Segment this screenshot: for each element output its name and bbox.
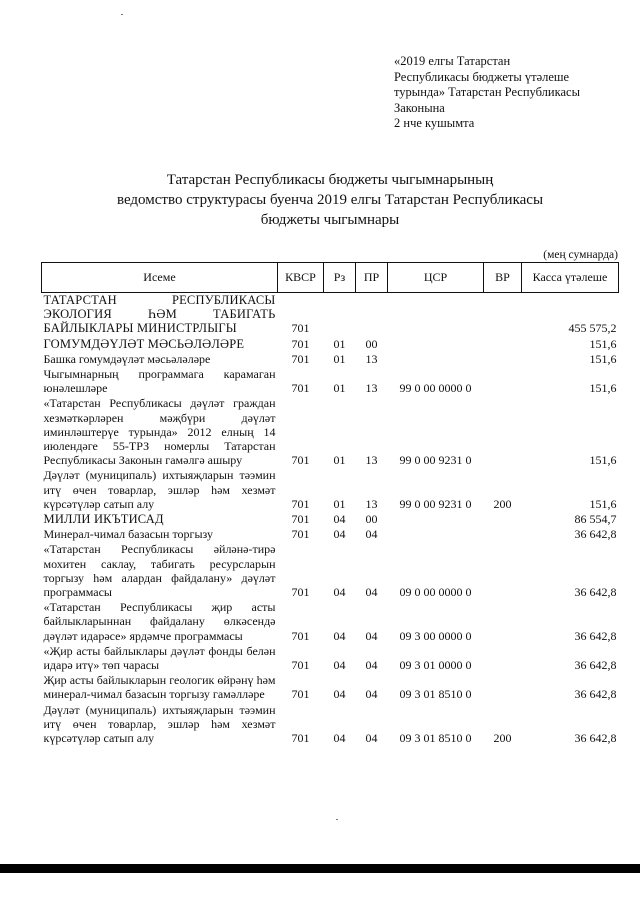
- header-note-line: Законына: [394, 100, 445, 115]
- table-body: [42, 293, 619, 747]
- row-pr: 00: [365, 512, 378, 527]
- table-row: [42, 293, 619, 337]
- row-csr: [388, 352, 484, 367]
- row-csr: 99 0 00 9231 0: [399, 496, 472, 511]
- row-amount: 86 554,7: [574, 512, 617, 527]
- row-kvsr: 701: [291, 658, 310, 673]
- row-rz: 01: [333, 381, 346, 396]
- row-name: Дәүләт (муниципаль) ихтыяҗларын тәэмин итү өчен товарлар, эшләр һәм хезмәт күрсәтүләр сатып алу: [43, 468, 276, 511]
- row-csr: [388, 293, 484, 337]
- scan-speck: [121, 14, 123, 15]
- table-row: [42, 367, 619, 396]
- table-row: [42, 542, 619, 600]
- row-name: «Татарстан Республикасы дәүләт граждан хезмәткәрләрен мәҗбүри дәүләт иминләштерүе турында» 2012 елның 14 июлендәге 55-ТРЗ номерлы Татарстан Республикасы Законын гамәлгә ашыру: [43, 396, 276, 468]
- row-amount: 36 642,8: [574, 628, 617, 643]
- col-header-rz: Рз: [324, 263, 356, 293]
- row-amount: 36 642,8: [574, 585, 617, 600]
- row-pr: 00: [365, 336, 378, 351]
- row-vr: 200: [493, 496, 512, 511]
- row-csr: 09 3 00 0000 0: [399, 628, 472, 643]
- header-note-line: турында» Татарстан Республикасы: [394, 85, 580, 99]
- scan-speck: [336, 819, 338, 820]
- row-rz: 04: [333, 658, 346, 673]
- table-row: [42, 703, 619, 747]
- row-amount: 151,6: [589, 453, 617, 468]
- row-csr: 99 0 00 9231 0: [399, 453, 472, 468]
- row-name: ГОМУМДӘҮЛӘТ МӘСЬӘЛӘЛӘРЕ: [43, 336, 245, 351]
- row-pr: 13: [365, 381, 378, 396]
- row-name: «Җир асты байлыклары дәүләт фонды белән идарә итү» төп чарасы: [43, 643, 276, 673]
- row-kvsr: 701: [291, 585, 310, 600]
- row-amount: 151,6: [589, 496, 617, 511]
- table-row: [42, 352, 619, 367]
- row-vr: [484, 644, 522, 673]
- row-kvsr: 701: [291, 731, 310, 746]
- row-pr: 04: [365, 628, 378, 643]
- row-name: «Татарстан Республикасы җир асты байлыкларыннан файдалану өлкәсендә дәүләт идарәсе» ярдәмче программасы: [43, 600, 276, 643]
- row-name: Башка гомумдәүләт мәсьәләләре: [43, 351, 211, 366]
- col-header-name: Исеме: [42, 263, 278, 293]
- row-kvsr: 701: [291, 687, 310, 702]
- title-line: бюджеты чыгымнары: [260, 212, 400, 228]
- row-csr: 99 0 00 0000 0: [399, 381, 472, 396]
- row-csr: [388, 512, 484, 527]
- row-rz: 04: [333, 687, 346, 702]
- row-vr: 200: [493, 731, 512, 746]
- row-vr: [484, 352, 522, 367]
- header-note-line: 2 нче кушымта: [394, 116, 475, 130]
- row-pr: 04: [365, 658, 378, 673]
- table-row: [42, 512, 619, 527]
- row-vr: [484, 337, 522, 352]
- row-kvsr: 701: [291, 527, 310, 542]
- row-kvsr: 701: [291, 496, 310, 511]
- row-rz: 04: [333, 628, 346, 643]
- row-kvsr: 701: [291, 336, 310, 351]
- scan-border: [0, 864, 640, 873]
- row-rz: 01: [333, 336, 346, 351]
- row-rz: 04: [333, 512, 346, 527]
- row-kvsr: 701: [291, 512, 310, 527]
- col-header-kassa: Касса үтәлеше: [522, 263, 619, 293]
- table-row: [42, 673, 619, 702]
- row-pr: 04: [365, 527, 378, 542]
- row-amount: 455 575,2: [568, 321, 617, 336]
- row-name: МИЛЛИ ИКЪТИСАД: [43, 512, 164, 527]
- row-kvsr: 701: [291, 351, 310, 366]
- col-header-csr: ЦСР: [388, 263, 484, 293]
- table-row: [42, 527, 619, 542]
- row-amount: 36 642,8: [574, 527, 617, 542]
- row-pr: 13: [365, 351, 378, 366]
- row-csr: 09 3 01 8510 0: [399, 731, 472, 746]
- row-vr: [484, 293, 522, 337]
- row-vr: [484, 600, 522, 644]
- row-amount: 36 642,8: [574, 687, 617, 702]
- row-vr: [484, 542, 522, 600]
- row-pr: 04: [365, 585, 378, 600]
- row-vr: [484, 527, 522, 542]
- row-amount: 36 642,8: [574, 658, 617, 673]
- row-pr: 13: [365, 496, 378, 511]
- row-rz: 01: [333, 453, 346, 468]
- row-kvsr: 701: [291, 628, 310, 643]
- row-amount: 36 642,8: [574, 731, 617, 746]
- row-pr: 13: [365, 453, 378, 468]
- row-csr: 09 3 01 0000 0: [399, 658, 472, 673]
- row-amount: 151,6: [589, 351, 617, 366]
- row-vr: [484, 512, 522, 527]
- row-name: Минерал-чимал базасын торгызу: [43, 527, 214, 542]
- title-line: Татарстан Республикасы бюджеты чыгымнарының: [166, 172, 494, 188]
- row-rz: 04: [333, 585, 346, 600]
- table-row: [42, 396, 619, 468]
- row-rz: 04: [333, 731, 346, 746]
- row-name: Җир асты байлыкларын геологик өйрәнү һәм минерал-чимал базасын торгызу гамәлләре: [43, 673, 276, 702]
- table-row: [42, 644, 619, 673]
- row-rz: 04: [333, 527, 346, 542]
- row-csr: [388, 337, 484, 352]
- title-line: ведомство структурасы буенча 2019 елгы Татарстан Республикасы: [116, 192, 544, 208]
- col-header-kvsr: КВСР: [278, 263, 324, 293]
- units-note: (мең сумнарда): [543, 249, 618, 261]
- header-note-line: «2019 елгы Татарстан: [394, 54, 511, 68]
- row-vr: [484, 673, 522, 702]
- row-rz: 01: [333, 496, 346, 511]
- header-note: [394, 54, 614, 132]
- row-kvsr: 701: [291, 453, 310, 468]
- row-name: ТАТАРСТАН РЕСПУБЛИКАСЫ ЭКОЛОГИЯ ҺӘМ ТАБИГАТЬ БАЙЛЫКЛАРЫ МИНИСТРЛЫГЫ: [43, 293, 276, 336]
- col-header-pr: ПР: [356, 263, 388, 293]
- row-csr: [388, 527, 484, 542]
- col-header-vr: ВР: [484, 263, 522, 293]
- row-amount: 151,6: [589, 381, 617, 396]
- row-name: Дәүләт (муниципаль) ихтыяҗларын тәэмин итү өчен товарлар, эшләр һәм хезмәт күрсәтүләр сатып алу: [43, 702, 276, 746]
- row-rz: 01: [333, 351, 346, 366]
- row-name: «Татарстан Республикасы әйләнә-тирә мохитен саклау, табигать ресурсларын торгызу һәм алардан файдалану» дәүләт программасы: [43, 542, 276, 600]
- row-vr: [484, 396, 522, 468]
- row-pr: 04: [365, 731, 378, 746]
- row-vr: [484, 367, 522, 396]
- row-amount: 151,6: [589, 336, 617, 351]
- row-rz: [324, 293, 356, 337]
- table-row: [42, 337, 619, 352]
- row-pr: 04: [365, 687, 378, 702]
- row-kvsr: 701: [291, 321, 310, 336]
- row-csr: 09 3 01 8510 0: [399, 687, 472, 702]
- row-csr: 09 0 00 0000 0: [399, 585, 472, 600]
- row-kvsr: 701: [291, 381, 310, 396]
- document-title: [40, 170, 620, 230]
- row-name: Чыгымнарның программага карамаган юнәлешләре: [43, 367, 276, 396]
- table-row: [42, 600, 619, 644]
- header-note-line: Республикасы бюджеты үтәлеше: [394, 69, 570, 84]
- table-row: [42, 468, 619, 512]
- budget-table: [41, 262, 619, 746]
- row-pr: [356, 293, 388, 337]
- table-header-row: [42, 263, 619, 293]
